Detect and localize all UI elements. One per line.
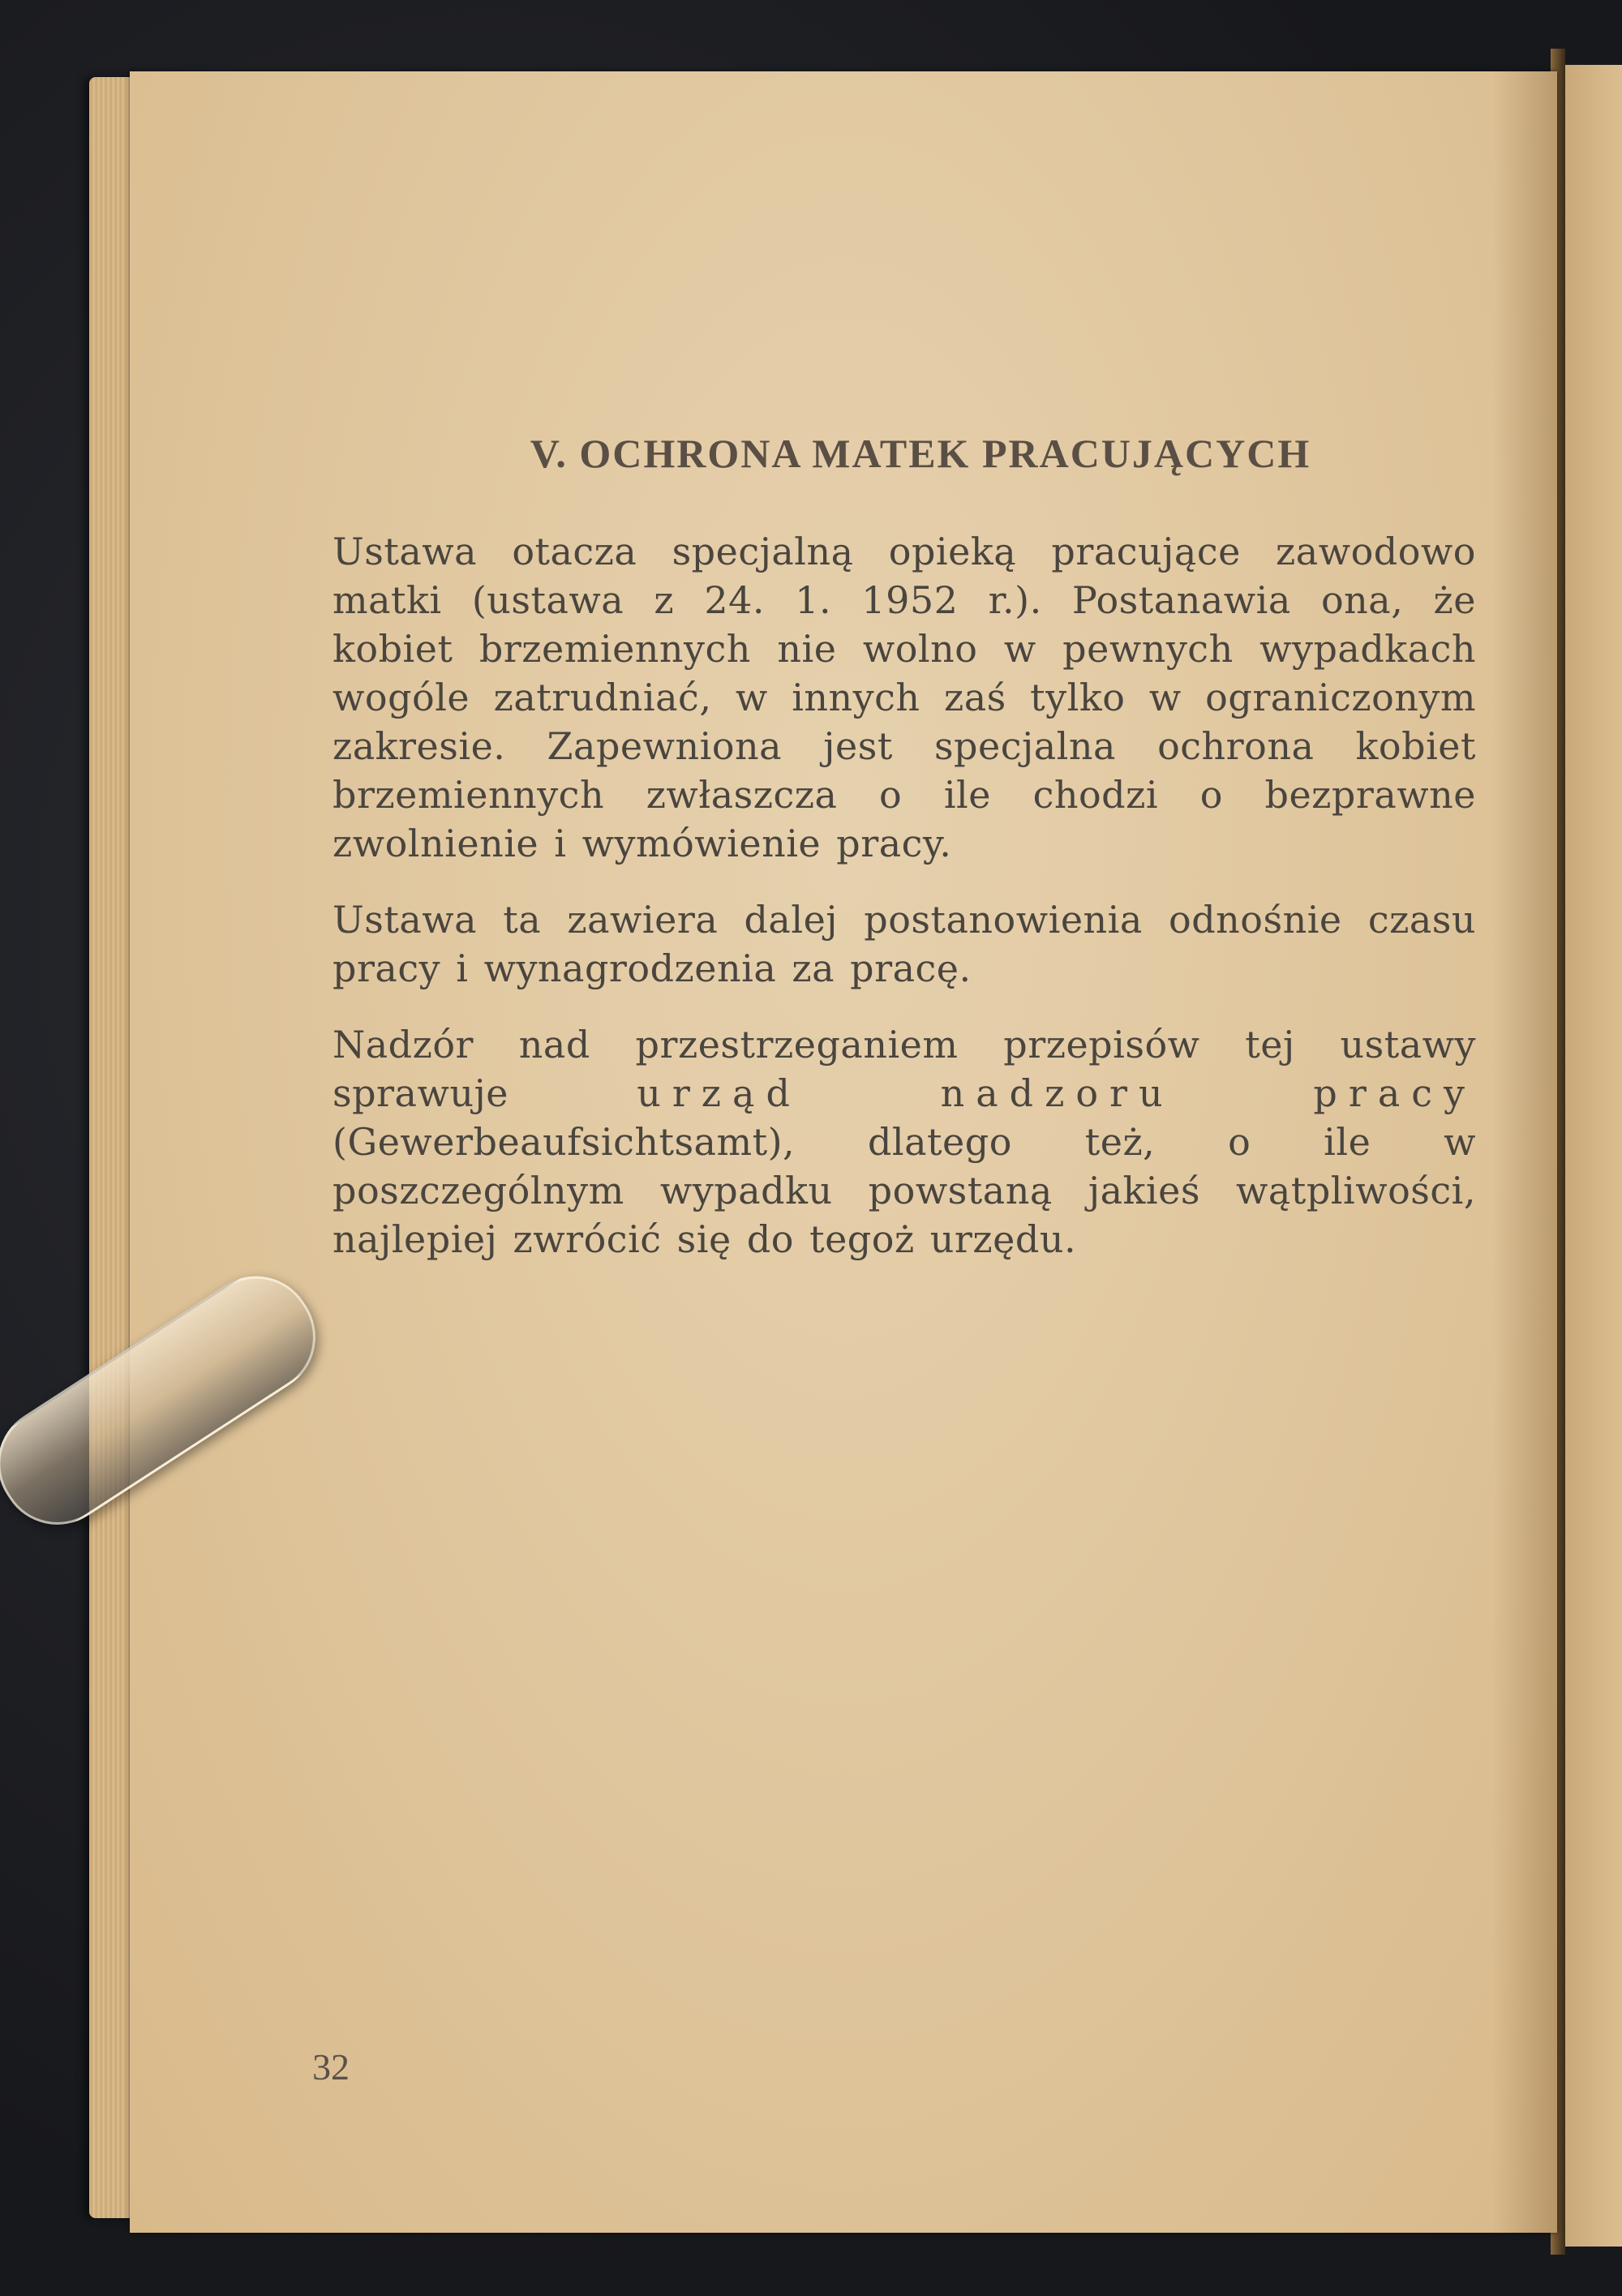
next-page-edge [1564,65,1622,2247]
section-title: V. OCHRONA MATEK PRACUJĄCYCH [530,431,1311,476]
page-number: 32 [312,2046,350,2088]
paragraph-3-emphasis: urząd nadzoru pracy [637,1071,1477,1115]
paragraph-1: Ustawa otacza specjalną opieką pracujące zawodowo matki (ustawa z 24. 1. 1952 r.). Postanawia ona, że kobiet brzemiennych nie wolno w pewnych wypadkach wogóle zatrudniać, w innych zaś tylko w ograniczonym zakresie. Zapewniona jest specjalna ochrona kobiet brzemiennych zwłaszcza o ile chodzi o bezprawne zwolnienie i wymówienie pracy. [333,530,1476,865]
page-content [333,430,1476,1291]
paragraph-2: Ustawa ta zawiera dalej postanowienia odnośnie czasu pracy i wynagrodzenia za pracę. [333,898,1476,990]
paragraph-3-end: (Gewerbeaufsichtsamt), dlatego też, o ile w poszczególnym wypadku powstaną jakieś wątpliwości, najlepiej zwrócić się do tegoż urzędu. [333,1120,1476,1261]
paragraph-3 [333,1020,1476,1264]
paragraph-3-start: Nadzór nad przestrzeganiem przepisów tej ustawy sprawuje [333,1023,1476,1115]
